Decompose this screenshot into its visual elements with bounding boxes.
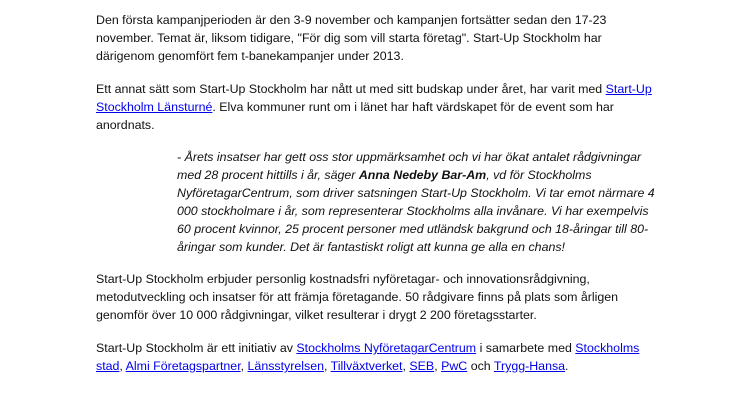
separator: , xyxy=(119,359,126,373)
county-tour-link[interactable]: Start-Up Stockholm Länsturné xyxy=(96,82,652,114)
article-body xyxy=(96,11,656,375)
paragraph-county-tour-text-2: . Elva kommuner runt om i länet har haft värdskapet för de event som har anordnats. xyxy=(96,100,614,132)
partner-link-trygg-hansa[interactable]: Trygg-Hansa xyxy=(493,359,566,373)
paragraph-offering: Start-Up Stockholm erbjuder personlig kostnadsfri nyföretagar- och innovationsrådgivning, metodutveckling och insatser för att främja företagande. 50 rådgivare finns på plats som årligen genomför över 10 000 rådgivningar, vilket resulterar i drygt 2 200 företagsstarter. xyxy=(96,272,619,322)
paragraph-campaign-period: Den första kampanjperioden är den 3-9 november och kampanjen fortsätter sedan den 17-23 november. Temat är, liksom tidigare, "För dig som vill starta företag". Start-Up Stockholm har därigenom genomfört fem t-banekampanjer under 2013. xyxy=(96,13,607,63)
separator: , xyxy=(323,359,331,373)
separator: , xyxy=(240,359,248,373)
partner-link-almi[interactable]: Almi Företagspartner xyxy=(125,359,241,373)
period: . xyxy=(565,359,569,373)
partner-link-lansstyrelsen[interactable]: Länsstyrelsen xyxy=(247,359,324,373)
quote-text-2: , vd för Stockholms NyföretagarCentrum, som driver satsningen Start-Up Stockholm. Vi tar emot närmare 4 000 stockholmare i år, som representerar Stockholms alla invånare. Vi har exempelvis 60 procent kvinnor, 25 procent personer med utländsk bakgrund och 18-åringar till 80-åringar som kunder. Det är fantastiskt roligt att kunna ge alla en chans! xyxy=(177,168,655,254)
partners-middle-text: i samarbete med xyxy=(476,341,576,355)
partner-link-stockholms-stad[interactable]: Stockholms stad xyxy=(96,341,640,373)
partner-link-tillvaxtverket[interactable]: Tillväxtverket xyxy=(330,359,403,373)
paragraph-county-tour-text-1: Ett annat sätt som Start-Up Stockholm har nått ut med sitt budskap under året, har varit med xyxy=(96,82,606,96)
partner-link-pwc[interactable]: PwC xyxy=(441,359,468,373)
ceo-quote xyxy=(177,148,656,256)
separator: , xyxy=(402,359,410,373)
separator: , xyxy=(434,359,442,373)
quote-speaker-name: Anna Nedeby Bar-Am xyxy=(358,168,487,182)
paragraph-partners xyxy=(96,339,656,375)
quote-text-1: - Årets insatser har gett oss stor uppmärksamhet och vi har ökat antalet rådgivningar med 28 procent hittills i år, säger xyxy=(177,150,642,182)
conjunction: och xyxy=(467,359,494,373)
partners-intro-text: Start-Up Stockholm är ett initiativ av xyxy=(96,341,297,355)
partner-link-seb[interactable]: SEB xyxy=(409,359,435,373)
paragraph-county-tour xyxy=(96,80,656,134)
nyforetagarcentrum-link[interactable]: Stockholms NyföretagarCentrum xyxy=(296,341,477,355)
